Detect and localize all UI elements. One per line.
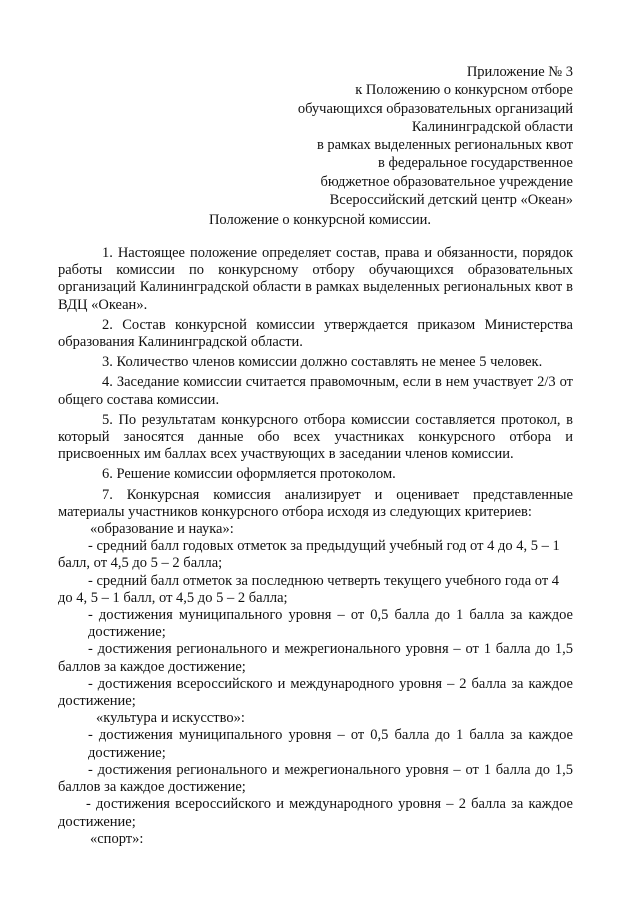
criterion-item: - достижения регионального и межрегионального уровня – от 1 балла до 1,5 баллов за каждое достижение;: [58, 761, 573, 796]
paragraph-1: 1. Настоящее положение определяет состав, права и обязанности, порядок работы комиссии по конкурсному отбору обучающихся образовательных организаций Калининградской области в рамках выделенных региональных квот в ВДЦ «Океан».: [58, 245, 573, 313]
header-line: в федеральное государственное: [377, 155, 573, 172]
paragraph-5: 5. По результатам конкурсного отбора комиссии составляется протокол, в который заносятся данные обо всех участниках конкурсного отбора и присвоенных им баллах всех участвующих в заседании членов комиссии.: [58, 411, 573, 463]
paragraph-2: 2. Состав конкурсной комиссии утверждается приказом Министерства образования Калининградской области.: [58, 316, 573, 351]
category-education-label: «образование и наука»:: [90, 521, 234, 538]
category-culture-label: «культура и искусство»:: [96, 710, 245, 727]
paragraph-4: 4. Заседание комиссии считается правомочным, если в нем участвует 2/3 от общего состава комиссии.: [58, 374, 573, 408]
criterion-item: - достижения регионального и межрегионального уровня – от 1 балла до 1,5 баллов за каждое достижение;: [58, 641, 573, 675]
criterion-item-continuation: до 4, 5 – 1 балл, от 4,5 до 5 – 2 балла;: [58, 589, 288, 606]
criterion-item-continuation: балл, от 4,5 до 5 – 2 балла;: [58, 555, 223, 572]
header-line: Калининградской области: [411, 118, 573, 135]
document-title: Положение о конкурсной комиссии.: [208, 212, 432, 228]
header-line: в рамках выделенных региональных квот: [316, 137, 573, 154]
header-line: к Положению о конкурсном отборе: [355, 82, 573, 99]
header-line: Приложение № 3: [466, 64, 573, 80]
category-sport-label: «спорт»:: [90, 830, 144, 847]
criterion-item: - достижения всероссийского и международного уровня – 2 балла за каждое достижение;: [58, 796, 573, 830]
criterion-item: - средний балл отметок за последнюю четверть текущего учебного года от 4: [88, 572, 560, 589]
header-line: обучающихся образовательных организаций: [297, 100, 573, 117]
criterion-item: - достижения муниципального уровня – от 0,5 балла до 1 балла за каждое достижение;: [88, 727, 573, 761]
document-body: [58, 245, 573, 848]
header-line: бюджетное образовательное учреждение: [320, 173, 573, 190]
paragraph-7: 7. Конкурсная комиссия анализирует и оценивает представленные материалы участников конкурсного отбора исходя из следующих критериев:: [58, 486, 573, 520]
criterion-item: - достижения муниципального уровня – от 0,5 балла до 1 балла за каждое достижение;: [88, 607, 573, 641]
criterion-item: - средний балл годовых отметок за предыдущий учебный год от 4 до 4, 5 – 1: [88, 538, 560, 555]
criterion-item: - достижения всероссийского и международного уровня – 2 балла за каждое достижение;: [58, 675, 573, 710]
paragraph-3: 3. Количество членов комиссии должно составлять не менее 5 человек.: [102, 354, 543, 371]
paragraph-6: 6. Решение комиссии оформляется протоколом.: [102, 466, 396, 483]
header-line: Всероссийский детский центр «Океан»: [329, 192, 573, 209]
appendix-header: [243, 63, 573, 209]
